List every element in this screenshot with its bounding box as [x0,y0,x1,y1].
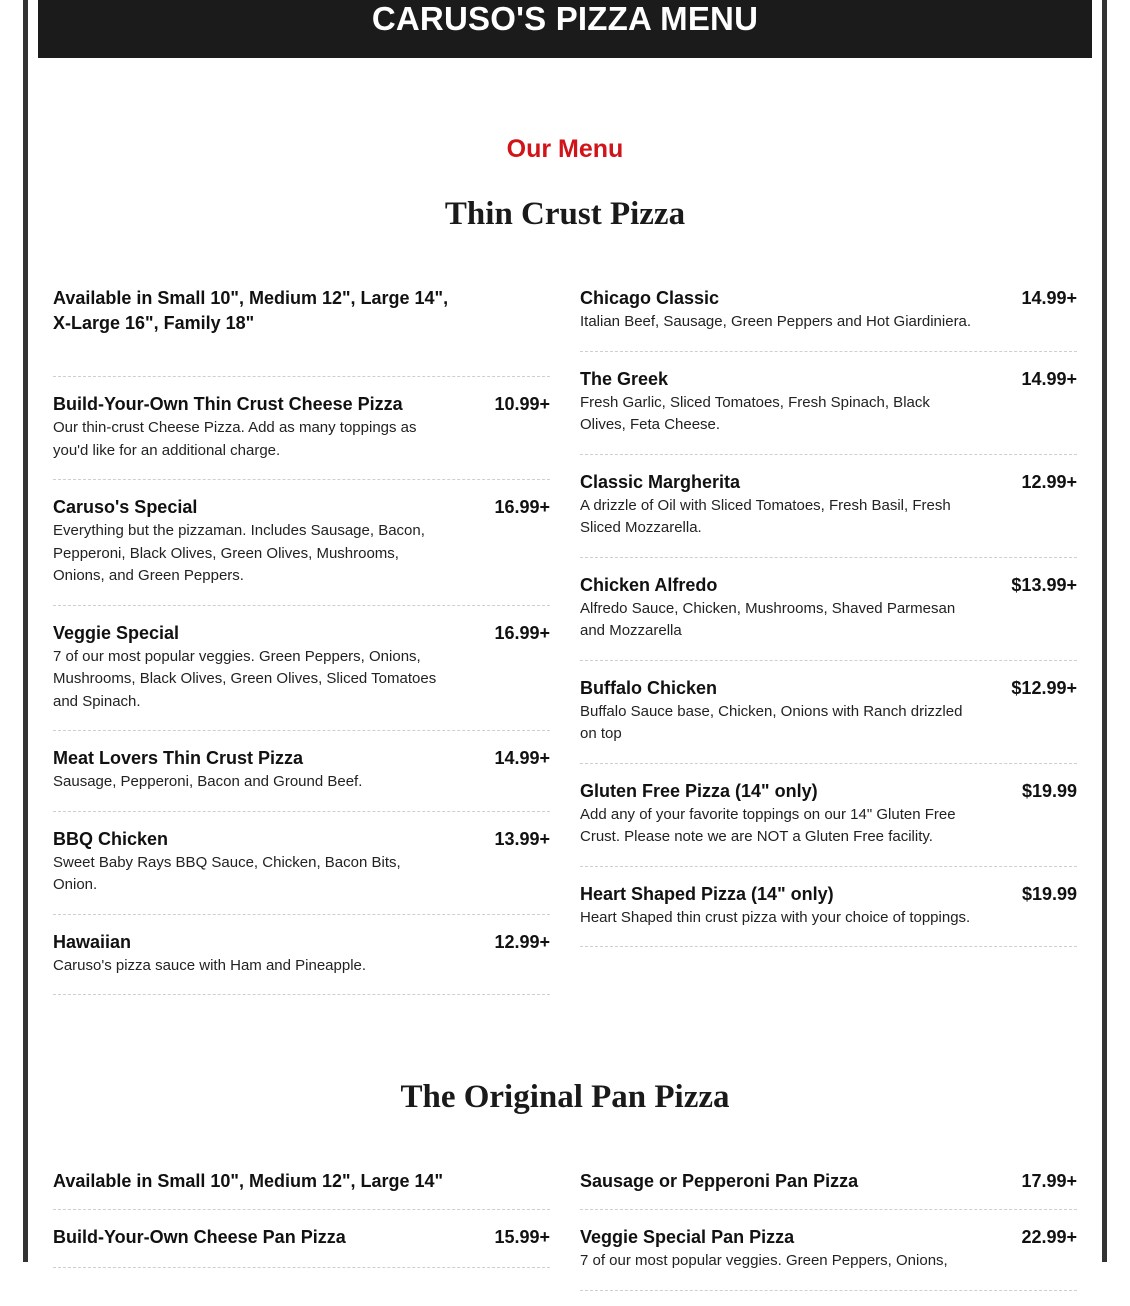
menu-item-classic-margherita[interactable] [580,470,1077,558]
menu-item-price: 14.99+ [1021,368,1077,389]
menu-item-name: Meat Lovers Thin Crust Pizza [53,748,304,768]
page-border-right [1102,0,1107,1262]
menu-item-price: 17.99+ [1021,1171,1077,1191]
menu-item-buffalo-chicken[interactable] [580,676,1077,764]
menu-item-chicken-alfredo[interactable] [580,573,1077,661]
menu-item-chicago-classic[interactable] [580,286,1077,352]
menu-item-price: 13.99+ [494,828,550,849]
thin-crust-left-column [53,286,550,1010]
menu-item-name: Gluten Free Pizza (14" only) [580,780,818,801]
menu-item-price: $12.99+ [1011,677,1077,698]
menu-item-price: $19.99 [1021,883,1077,904]
menu-item-hawaiian[interactable] [53,930,550,996]
menu-item-name: Hawaiian [53,931,132,952]
menu-item-name: The Greek [580,368,669,389]
thin-crust-right-column [580,286,1077,962]
menu-item-price: $19.99 [1021,780,1077,801]
menu-item-price: 14.99+ [1021,288,1077,308]
our-menu-heading: Our Menu [506,135,624,163]
menu-item-name: Chicago Classic [580,288,720,308]
menu-item-heart-shaped[interactable] [580,882,1077,948]
menu-item-name: Buffalo Chicken [580,677,718,698]
menu-item-description: Alfredo Sauce, Chicken, Mushrooms, Shaved Parmesan and Mozzarella [580,599,956,639]
menu-item-gluten-free[interactable] [580,779,1077,867]
menu-item-pan-sizes [53,1169,550,1210]
menu-item-description: Sausage, Pepperoni, Bacon and Ground Beef. [53,773,363,790]
menu-item-description: Heart Shaped thin crust pizza with your choice of toppings. [580,908,971,926]
menu-item-description: A drizzle of Oil with Sliced Tomatoes, Fresh Basil, Fresh Sliced Mozzarella. [580,496,951,536]
menu-item-price: 12.99+ [494,931,550,952]
menu-item-description: Sweet Baby Rays BBQ Sauce, Chicken, Bacon Bits, Onion. [53,853,401,893]
menu-item-price: 10.99+ [494,394,550,414]
menu-item-carusos-special[interactable] [53,495,550,606]
menu-item-name: Sausage or Pepperoni Pan Pizza [580,1171,859,1191]
menu-item-name: Build-Your-Own Cheese Pan Pizza [53,1227,346,1247]
menu-item-name: Available in Small 10", Medium 12", Large 14", X-Large 16", Family 18" [53,288,449,333]
menu-item-name: BBQ Chicken [53,828,169,849]
menu-item-description: Our thin-crust Cheese Pizza. Add as many toppings as you'd like for an additional charge. [53,419,417,459]
menu-item-name: Veggie Special Pan Pizza [580,1227,795,1247]
menu-item-description: 7 of our most popular veggies. Green Peppers, Onions, Mushrooms, Black Olives, Green Olives, Sliced Tomatoes and Spinach. [53,647,437,710]
menu-item-description: 7 of our most popular veggies. Green Peppers, Onions, [580,1252,948,1269]
section-title-pan-pizza: The Original Pan Pizza [400,1079,730,1115]
page-border-left [23,0,28,1262]
menu-header-banner [38,0,1092,58]
menu-item-veggie-special-pan[interactable] [580,1225,1077,1291]
page-title: CARUSO'S PIZZA MENU [371,0,759,37]
menu-item-name: Classic Margherita [580,471,741,492]
menu-item-price: 14.99+ [494,748,550,768]
menu-item-byo-thin[interactable] [53,392,550,480]
menu-item-price: $13.99+ [1011,574,1077,595]
menu-item-price: 22.99+ [1021,1227,1077,1247]
menu-item-meat-lovers[interactable] [53,746,550,812]
menu-item-the-greek[interactable] [580,367,1077,455]
menu-item-description: Buffalo Sauce base, Chicken, Onions with Ranch drizzled on top [580,702,963,742]
menu-item-name: Heart Shaped Pizza (14" only) [580,883,834,904]
menu-item-description: Fresh Garlic, Sliced Tomatoes, Fresh Spinach, Black Olives, Feta Cheese. [580,393,930,433]
menu-item-bbq-chicken[interactable] [53,827,550,915]
menu-item-thin-sizes [53,286,550,377]
pan-pizza-right-column [580,1169,1077,1306]
pan-pizza-left-column [53,1169,550,1283]
menu-item-description: Everything but the pizzaman. Includes Sausage, Bacon, Pepperoni, Black Olives, Green Olives, Mushrooms, Onions, and Green Peppers. [53,522,425,584]
menu-item-name: Build-Your-Own Thin Crust Cheese Pizza [53,394,403,414]
menu-item-price: 12.99+ [1021,471,1077,492]
menu-item-description: Add any of your favorite toppings on our 14" Gluten Free Crust. Please note we are NOT a Gluten Free facility. [580,805,956,845]
menu-item-sausage-pepperoni-pan[interactable] [580,1169,1077,1210]
menu-item-price: 15.99+ [494,1227,550,1247]
menu-item-name: Available in Small 10", Medium 12", Large 14" [53,1171,444,1191]
section-title-thin-crust: Thin Crust Pizza [444,196,686,232]
menu-item-name: Caruso's Special [53,497,198,517]
menu-item-name: Veggie Special [53,622,180,643]
menu-item-price: 16.99+ [494,497,550,517]
menu-item-description: Caruso's pizza sauce with Ham and Pineapple. [53,956,367,974]
menu-item-veggie-special[interactable] [53,621,550,732]
menu-item-name: Chicken Alfredo [580,574,718,595]
menu-item-description: Italian Beef, Sausage, Green Peppers and Hot Giardiniera. [580,313,972,330]
menu-item-price: 16.99+ [494,622,550,643]
